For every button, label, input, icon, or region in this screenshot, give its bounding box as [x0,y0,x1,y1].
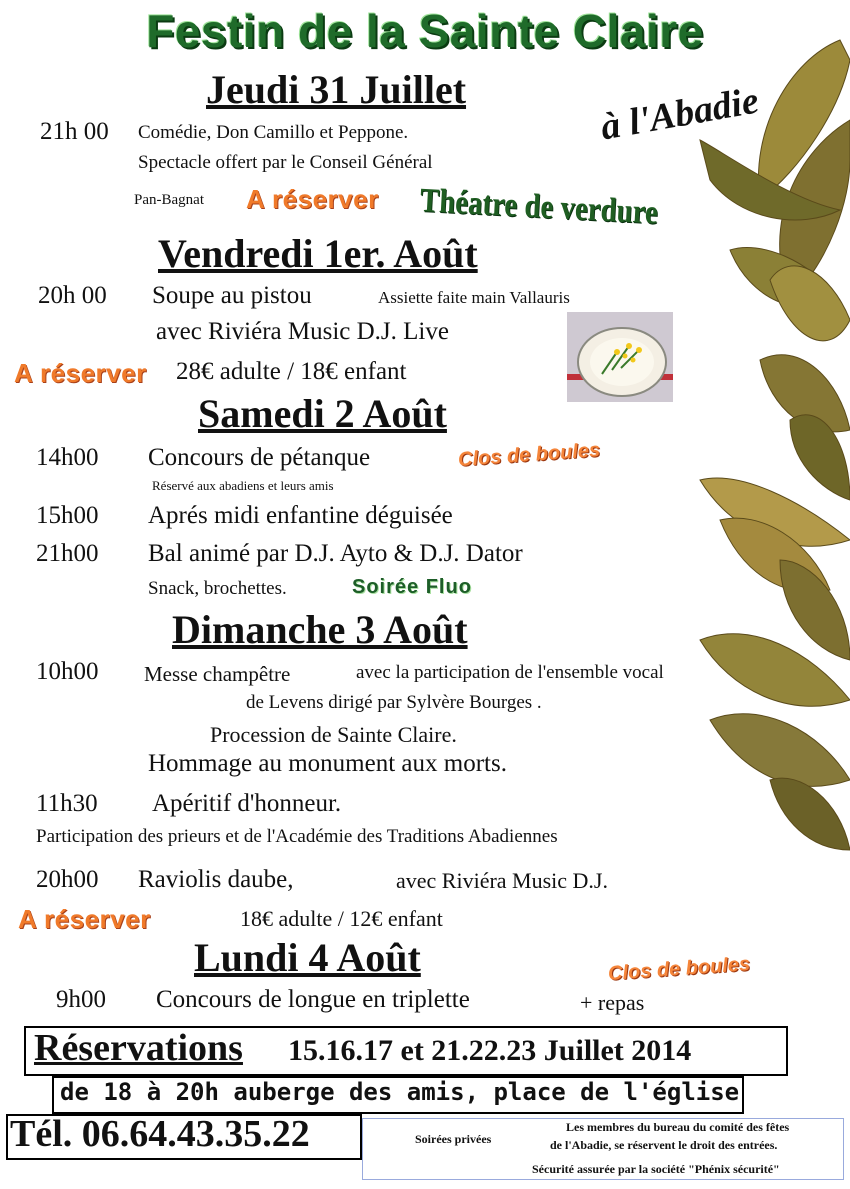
event-text: Apéritif d'honneur. [152,790,342,817]
page-title: Festin de la Sainte Claire [146,5,704,57]
time-label: 10h00 [36,658,99,685]
time-label: 20h 00 [38,282,107,309]
clos-badge: Clos de boules [457,439,601,471]
event-text: Bal animé par D.J. Ayto & D.J. Dator [148,540,523,567]
event-text: Aprés midi enfantine déguisée [148,502,453,529]
event-text: Procession de Sainte Claire. [210,722,457,747]
clos-badge: Clos de boules [607,953,751,985]
time-label: 9h00 [56,986,106,1013]
rights-line2: de l'Abadie, se réservent le droit des entrées. [550,1138,778,1152]
event-text: + repas [580,990,645,1015]
event-text: Raviolis daube, [138,866,294,893]
reserve-badge: A réserver [18,904,151,934]
price-text: 28€ adulte / 18€ enfant [176,358,407,385]
event-text: Hommage au monument aux morts. [148,750,507,777]
time-label: 15h00 [36,502,99,529]
painted-bowl-image [567,312,673,402]
subtitle-abadie: à l'Abadie [597,79,762,149]
event-text: avec Riviéra Music D.J. Live [156,318,449,345]
meal-text: Pan-Bagnat [134,192,204,208]
day-heading-samedi: Samedi 2 Août [198,391,447,436]
price-text: 18€ adulte / 12€ enfant [240,906,443,931]
rights-line1: Les membres du bureau du comité des fêtes [566,1120,790,1134]
participation-text: Participation des prieurs et de l'Académie des Traditions Abadiennes [36,826,558,847]
day-heading-jeudi: Jeudi 31 Juillet [206,67,467,112]
chestnut-leaves-illustration [640,0,850,960]
fluo-badge: Soirée Fluo [352,576,472,598]
time-label: 21h00 [36,540,99,567]
event-text: Comédie, Don Camillo et Peppone. [138,122,409,143]
venue-label: Théatre de verdure [419,182,659,232]
day-heading-dimanche: Dimanche 3 Août [172,607,468,652]
event-text: Spectacle offert par le Conseil Général [138,152,433,173]
event-text: Soupe au pistou [152,282,312,309]
event-text: avec Riviéra Music D.J. [396,868,608,893]
phone-number: Tél. 06.64.43.35.22 [10,1113,310,1155]
time-label: 14h00 [36,444,99,471]
reservations-place: de 18 à 20h auberge des amis, place de l'église [60,1078,740,1106]
event-text: Concours de pétanque [148,444,371,471]
reservations-dates: 15.16.17 et 21.22.23 Juillet 2014 [288,1034,692,1067]
event-text: avec la participation de l'ensemble vocal [356,662,664,683]
event-text: Messe champêtre [144,662,291,686]
reserve-badge: A réserver [14,358,147,388]
reservations-label: Réservations [34,1027,243,1069]
reserve-badge: A réserver [246,184,379,214]
event-note: Réservé aux abadiens et leurs amis [152,478,334,493]
private-label: Soirées privées [415,1132,492,1146]
event-note: Assiette faite main Vallauris [378,288,570,307]
time-label: 20h00 [36,866,99,893]
time-label: 11h30 [36,790,98,817]
event-text: de Levens dirigé par Sylvère Bourges . [246,692,542,713]
day-heading-vendredi: Vendredi 1er. Août [158,231,478,276]
time-label: 21h 00 [40,118,109,145]
security-line: Sécurité assurée par la société "Phénix sécurité" [532,1162,780,1176]
day-heading-lundi: Lundi 4 Août [194,935,421,980]
snack-text: Snack, brochettes. [148,578,287,599]
event-text: Concours de longue en triplette [156,986,470,1013]
